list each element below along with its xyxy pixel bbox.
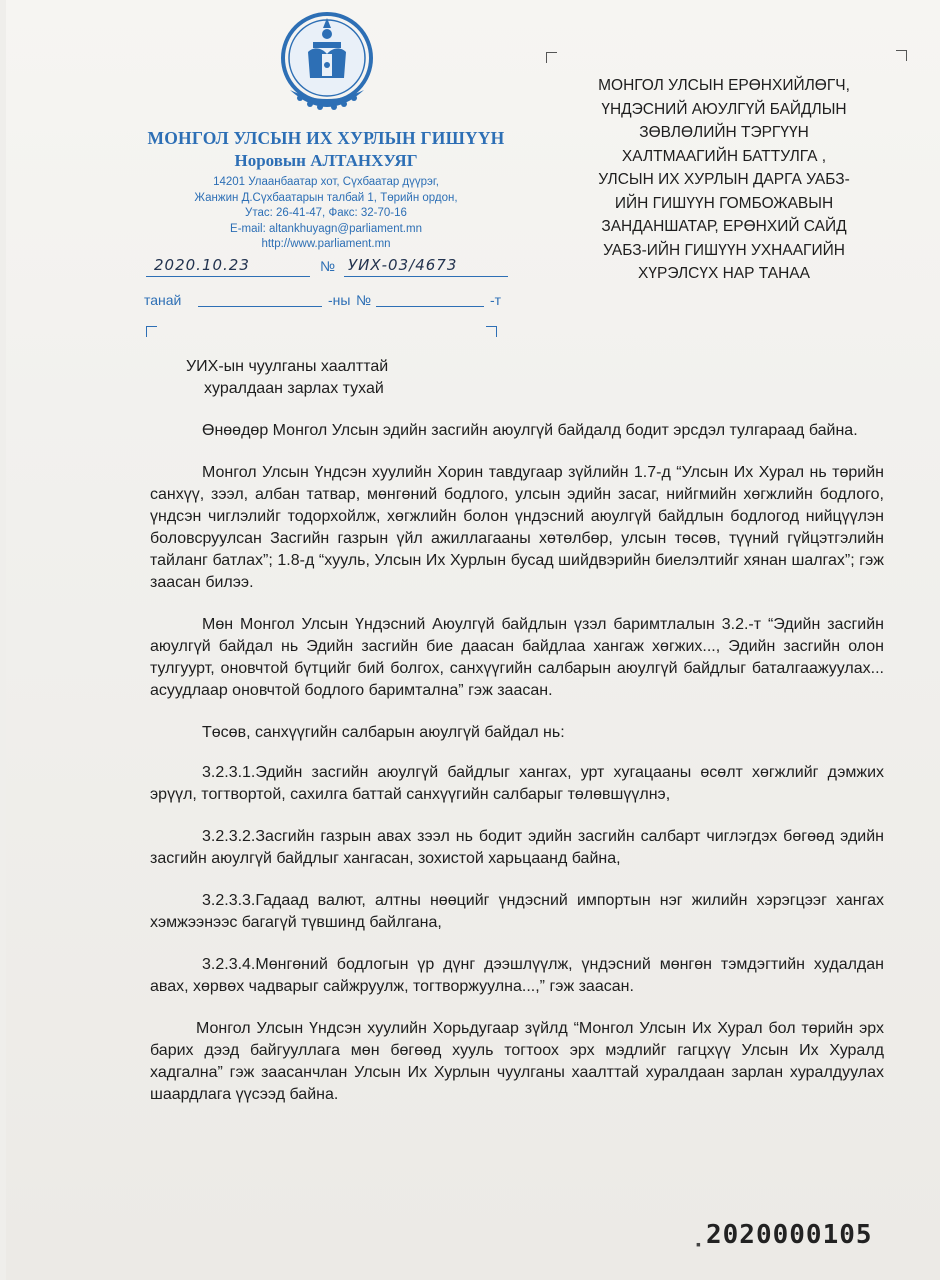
reply-suffix: -т <box>490 292 502 308</box>
body-paragraph: 3.2.3.4.Мөнгөний бодлогын үр дүнг дээшлүүлж, үндэсний мөнгөн тэмдэгтийн худалдан авах, хөрвөх чадварыг сайжруулж, тогтворжуулна...,” гэж заасан. <box>150 956 884 995</box>
letter-page <box>6 0 940 1280</box>
addressee-line: УЛСЫН ИХ ХУРЛЫН ДАРГА УАБЗ- <box>598 171 850 188</box>
date-underline <box>146 276 310 277</box>
body-paragraph: Мөн Монгол Улсын Үндэсний Аюулгүй байдлын үзэл баримтлалын 3.2.-т “Эдийн засгийн аюулгүй байдал нь Эдийн засгийн бие даасан байдлаа хангаж хөгжих..., Эдийн засгийн олон тулгуурт, оновчтой бүтцийг бий болгох, санхүүгийн салбарын аюулгүй байдлыг баталгаажуулах... асуудлаар оновчтой бодлого баримтална” гэж заасан. <box>150 616 884 699</box>
body-paragraph: Өнөөдөр Монгол Улсын эдийн засгийн аюулгүй байдалд бодит эрсдэл тулгараад байна. <box>202 422 858 439</box>
body-paragraph: Монгол Улсын Үндсэн хуулийн Хорин тавдугаар зүйлийн 1.7-д “Улсын Их Хурал нь төрийн санхүү, зээл, албан татвар, мөнгөний бодлого, улсын эдийн засаг, нийгмийн хөгжлийн бодлого, үндсэн чиглэлийг тодорхойлж, хөгжлийн болон үндэсний аюулгүй байдлын бодлогод нийцүүлэн боловсруулсан Засгийн газрын үйл ажиллагааны хөтөлбөр, улсын төсөв, түүний гүйцэтгэлийн тайланг батлах”; 1.8-д “хууль, Улсын Их Хурлын бусад шийдвэрийн биелэлтийг хянан шалгах”; гэж заасан билээ. <box>150 464 884 591</box>
ref-number: УИХ-03/4673 <box>348 256 458 274</box>
issuer-name: Норовын АЛТАНХУЯГ <box>234 151 418 170</box>
addressee-line: ЗӨВЛӨЛИЙН ТЭРГҮҮН <box>639 124 809 141</box>
addressee-line: ҮНДЭСНИЙ АЮУЛГҮЙ БАЙДЛЫН <box>601 100 847 118</box>
subject-line: УИХ-ын чуулганы хаалттай <box>186 358 389 375</box>
corner-mark-addressee-right <box>896 50 907 61</box>
subject-block <box>186 356 506 400</box>
body-paragraph: 3.2.3.1.Эдийн засгийн аюулгүй байдлыг хангах, урт хугацааны өсөлт хөгжлийг дэмжих эрүүл, тогтвортой, сахилга баттай санхүүгийн салбарыг төлөвшүүлнэ, <box>150 764 884 803</box>
website-line: http://www.parliament.mn <box>261 238 391 250</box>
reply-prefix: танай <box>144 292 182 308</box>
reply-date-underline <box>198 306 322 307</box>
stamp-dot: ▪ <box>696 1236 701 1252</box>
reply-ref-row <box>144 292 524 314</box>
body-paragraph: Төсөв, санхүүгийн салбарын аюулгүй байдал нь: <box>202 724 565 741</box>
number-underline <box>344 276 508 277</box>
body-paragraph: 3.2.3.3.Гадаад валют, алтны нөөцийг үндэсний импортын нэг жилийн хэрэгцээг хангах хэмжээнээс багагүй түвшинд байлгана, <box>150 892 884 931</box>
letter-body <box>150 420 884 1126</box>
subject-line: хуралдаан зарлах тухай <box>204 380 384 397</box>
reply-number-sign: № <box>356 292 372 308</box>
reply-number-underline <box>376 306 484 307</box>
ref-date: 2020.10.23 <box>154 256 250 274</box>
addressee-line: ЗАНДАНШАТАР, ЕРӨНХИЙ САЙД <box>601 218 847 235</box>
registration-stamp-number: 2020000105 <box>706 1220 873 1250</box>
corner-mark-subject-left <box>146 326 157 337</box>
issuer-block <box>116 128 536 171</box>
reply-mid: -ны <box>328 292 351 308</box>
addressee-line: ИЙН ГИШҮҮН ГОМБОЖАВЫН <box>614 194 834 212</box>
addressee-line: ХҮРЭЛСҮХ НАР ТАНАА <box>638 265 810 282</box>
addressee-line: ХАЛТМААГИЙН БАТТУЛГА , <box>621 147 827 165</box>
body-paragraph: 3.2.3.2.Засгийн газрын авах зээл нь бодит эдийн засгийн салбарт чиглэгдэх бөгөөд эдийн засгийн аюулгүй байдлыг хангасан, зохистой харьцаанд байна, <box>150 828 884 867</box>
corner-mark-subject-right <box>486 326 497 337</box>
issuer-title: МОНГОЛ УЛСЫН ИХ ХУРЛЫН ГИШҮҮН <box>147 128 505 148</box>
corner-mark-addressee-left <box>546 52 557 63</box>
state-emblem-icon <box>278 8 376 124</box>
addressee-line: УАБЗ-ИЙН ГИШҮҮН УХНААГИЙН <box>603 241 845 259</box>
address-line-1: 14201 Улаанбаатар хот, Сүхбаатар дүүрэг, <box>213 176 439 188</box>
email-line: E-mail: altankhuyagn@parliament.mn <box>230 222 422 235</box>
address-line-2: Жанжин Д.Сүхбаатарын талбай 1, Төрийн ордон, <box>194 191 458 204</box>
addressee-block <box>552 74 896 286</box>
ref-number-sign: № <box>320 258 336 274</box>
phone-line: Утас: 26-41-47, Факс: 32-70-16 <box>245 207 407 219</box>
body-paragraph: Монгол Улсын Үндсэн хуулийн Хорьдугаар зүйлд “Монгол Улсын Их Хурал бол төрийн эрх барих дээд байгууллага мөн бөгөөд хууль тогтоох эрх мэдлийг гагцхүү Улсын Их Хуралд хадгална” гэж заасанчлан Улсын Их Хурлын чуулганы хаалттай хуралдаан зарлан хуралдуулах шаардлага үүсээд байна. <box>150 1020 884 1103</box>
contact-block <box>166 175 486 253</box>
addressee-line: МОНГОЛ УЛСЫН ЕРӨНХИЙЛӨГЧ, <box>598 77 850 94</box>
